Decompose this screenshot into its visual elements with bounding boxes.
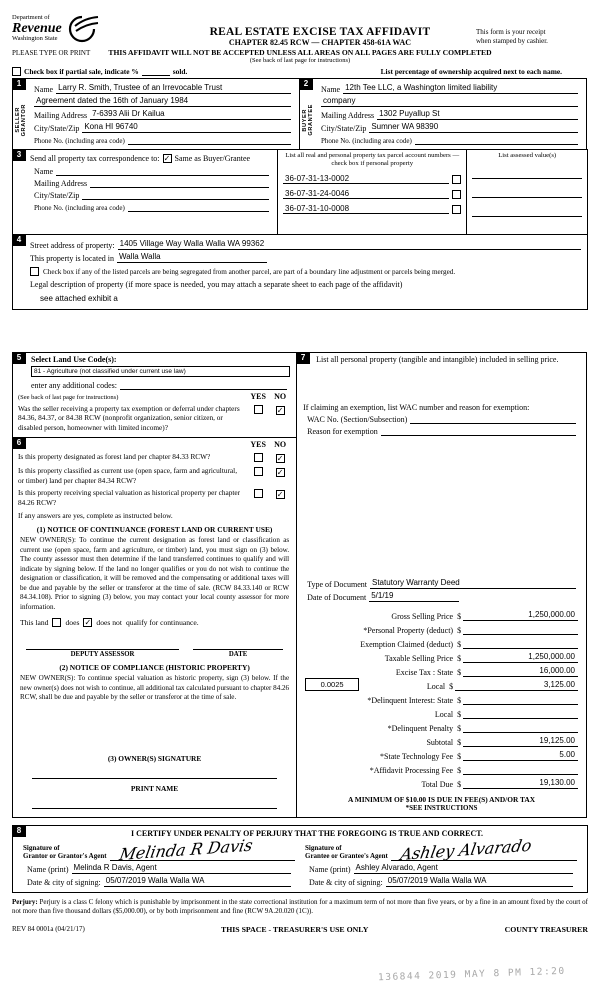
dollar-sign: $	[457, 696, 462, 705]
seller-phone-label: Phone No. (including area code)	[34, 137, 125, 145]
wac-number-label: WAC No. (Section/Subsection)	[307, 415, 408, 425]
located-in-label: This property is located in	[30, 254, 114, 263]
signature-halves	[18, 835, 582, 887]
parcel-number-field[interactable]: 36-07-31-24-0046	[283, 189, 449, 199]
money-row-total-due	[305, 775, 578, 789]
tax-correspondence-section	[12, 149, 588, 235]
land-use-title: Select Land Use Code(s):	[31, 355, 117, 364]
parties-row	[12, 78, 588, 150]
delinquent-interest-local-label: Local	[434, 710, 454, 719]
street-address-label: Street address of property:	[30, 241, 115, 250]
corr-phone-field[interactable]	[128, 202, 269, 212]
seller-mailing-label: Mailing Address	[34, 111, 88, 120]
subtotal-field[interactable]: 19,125.00	[463, 736, 578, 747]
total-due-label: Total Due	[421, 780, 454, 789]
dollar-sign: $	[457, 724, 462, 733]
washington-state-label: Washington State	[12, 35, 58, 43]
money-row-local	[305, 677, 578, 691]
treasurer-space-label: THIS SPACE - TREASURER'S USE ONLY	[221, 925, 369, 935]
buyer-grantee-section	[299, 78, 587, 150]
land-qualify-row	[20, 618, 289, 627]
see-instructions-note: *SEE INSTRUCTIONS	[405, 804, 478, 812]
dollar-sign: $	[457, 668, 462, 677]
buyer-phone-field[interactable]	[415, 135, 578, 145]
receipt-note-line2: when stamped by cashier.	[476, 37, 548, 46]
parcel-personal-checkbox[interactable]	[452, 190, 461, 199]
grantee-signature: Ashley Alvarado	[398, 835, 534, 864]
exemption-question: Was the seller receiving a property tax exemption or deferral under chapters 84.36, 84.37, or 84.38 RCW (nonprofit organization, senior citizen, or disabled person, homeowner with limited income)?	[18, 404, 240, 432]
grantee-agent-label: Grantee or Grantee's Agent	[305, 852, 388, 861]
please-type-label: PLEASE TYPE OR PRINT	[12, 49, 91, 57]
grantor-date-city-label: Date & city of signing:	[27, 878, 101, 887]
yes-label: YES	[250, 440, 266, 450]
local-tax-field[interactable]: 3,125.00	[455, 680, 578, 691]
partial-sale-row	[12, 67, 588, 76]
dollar-sign: $	[457, 780, 462, 789]
perjury-lead: Perjury:	[12, 898, 38, 906]
local-rate-field[interactable]: 0.0025	[305, 678, 359, 691]
rev-number: REV 84 0001a (04/21/17)	[12, 925, 85, 934]
money-row-delinquent-interest-local	[305, 705, 578, 719]
money-row-delinquent-penalty	[305, 719, 578, 733]
taxable-selling-price-field[interactable]: 1,250,000.00	[463, 652, 578, 663]
doc-type-label: Type of Document	[307, 580, 367, 589]
dollar-sign: $	[457, 612, 462, 621]
historic-question-row	[18, 488, 291, 507]
corr-name-field[interactable]	[56, 166, 269, 176]
grantor-name-print-label: Name (print)	[27, 865, 69, 874]
grantee-signature-block	[300, 835, 582, 887]
personal-property-deduct-field[interactable]	[463, 625, 578, 635]
notice-compliance-body: NEW OWNER(S): To continue special valuation as historic property, sign (3) below. If the new owner(s) does not wish to continue, all additional tax calculated pursuant to chapter 84.26 RCW, shall be due and payable by the seller or transferor at the time of sale.	[20, 674, 290, 702]
middle-columns	[12, 352, 588, 818]
notice-continuance-body: NEW OWNER(S): To continue the current designation as forest land or classification as current use (open space, farm and agriculture, or timber) land, you must sign on (3) below. The county assessor must then determine if the land transferred continues to qualify and will indicate by signing below. If the land no longer qualifies or you do not wish to continue the designation or classification, it will be removed and the compensating or additional taxes will be due and payable by the seller or transferor at the time of sale. (RCW 84.33.140 or RCW 84.34.108). Prior to signing (3) below, you may contact your local county assessor for more information.	[20, 536, 290, 611]
tax-computation-section	[296, 352, 587, 818]
dollar-sign: $	[457, 626, 462, 635]
total-due-field[interactable]: 19,130.00	[463, 778, 578, 789]
dollar-sign: $	[457, 654, 462, 663]
state-technology-fee-field[interactable]: 5.00	[463, 750, 578, 761]
affidavit-processing-fee-field[interactable]	[463, 765, 578, 775]
money-row-personal-property	[305, 621, 578, 635]
print-name-label: PRINT NAME	[130, 784, 179, 793]
delinquent-interest-local-field[interactable]	[463, 709, 578, 719]
current-use-question: Is this property classified as current use (open space, farm and agricultural, or timber) land per chapter 84.34 RCW?	[18, 466, 238, 485]
doc-date-field[interactable]: 5/1/19	[369, 591, 459, 602]
buyer-mailing-label: Mailing Address	[321, 111, 375, 120]
assessed-value-field[interactable]	[472, 203, 582, 217]
dor-logo-icon	[65, 14, 99, 44]
section-7-badge: 7	[296, 352, 310, 364]
grantor-agent-label: Grantor or Grantor's Agent	[23, 852, 107, 861]
delinquent-interest-state-field[interactable]	[463, 695, 578, 705]
owner-signature-field[interactable]	[32, 766, 277, 779]
no-label: NO	[274, 440, 287, 450]
section-2-badge: 2	[299, 78, 313, 90]
buyer-phone-label: Phone No. (including area code)	[321, 137, 412, 145]
corr-name-label: Name	[34, 167, 54, 176]
tax-computation-block	[303, 576, 580, 812]
no-label: NO	[274, 392, 287, 401]
section-3-badge: 3	[12, 149, 26, 161]
located-in-field[interactable]: Walla Walla	[117, 252, 267, 263]
subheader	[12, 48, 588, 64]
grantor-signature: Melinda R Davis	[117, 835, 254, 864]
exemption-reason-label: Reason for exemption	[307, 427, 378, 437]
form-title: REAL ESTATE EXCISE TAX AFFIDAVIT	[209, 26, 431, 38]
seller-phone-field[interactable]	[128, 135, 291, 145]
legal-description-label: Legal description of property (if more space is needed, you may attach a separate sheet to each page of the affidavit)	[30, 280, 403, 289]
additional-codes-field[interactable]	[120, 380, 287, 390]
grantee-signature-of-label: Signature of	[305, 843, 342, 852]
dor-logo-text	[12, 15, 62, 43]
historic-no-checkbox[interactable]: ✓	[276, 490, 284, 500]
parcel-header: List all real and personal property tax parcel account numbers — check box if personal property	[285, 152, 460, 168]
money-row-subtotal	[305, 733, 578, 747]
seller-mailing-field[interactable]: 7-6393 Alii Dr Kailua	[90, 109, 291, 120]
buyer-city-field[interactable]: Sumner WA 98390	[369, 122, 578, 133]
money-row-processing-fee	[305, 761, 578, 775]
correspondence-fields	[13, 150, 277, 234]
section-8-badge: 8	[12, 825, 26, 837]
money-row-gross	[305, 607, 578, 621]
historic-question: Is this property receiving special valuation as historical property per chapter 84.26 RCW?	[18, 488, 241, 507]
this-land-label: This land	[20, 618, 49, 628]
money-row-excise-state	[305, 663, 578, 677]
land-classification-section	[12, 437, 297, 818]
if-yes-instruction: If any answers are yes, complete as instructed below.	[18, 511, 173, 521]
grantor-signature-field[interactable]	[110, 835, 295, 864]
form-header	[12, 8, 588, 47]
current-use-yes-checkbox[interactable]	[254, 467, 263, 476]
grantee-date-city-label: Date & city of signing:	[309, 878, 383, 887]
qualify-label: qualify for continuance.	[125, 618, 199, 628]
grantor-date-city-field[interactable]: 05/07/2019 Walla Walla WA	[104, 876, 291, 887]
grantee-name-print-field[interactable]: Ashley Alvarado, Agent	[354, 863, 573, 874]
assessed-value-field[interactable]	[472, 165, 582, 179]
see-back-note-s5: (See back of last page for instructions)	[18, 394, 119, 401]
gross-selling-price-label: Gross Selling Price	[391, 612, 454, 621]
affidavit-processing-fee-label: *Affidavit Processing Fee	[369, 766, 454, 775]
grantee-signature-field[interactable]	[391, 835, 577, 864]
seller-name-field[interactable]: Larry R. Smith, Trustee of an Irrevocable Trust	[56, 83, 291, 94]
seller-city-field[interactable]: Kona HI 96740	[82, 122, 291, 133]
deputy-assessor-signature-field[interactable]	[26, 639, 179, 650]
exemption-no-checkbox[interactable]: ✓	[276, 406, 284, 415]
owner-print-name-field[interactable]	[32, 796, 277, 809]
property-address-section	[12, 234, 588, 310]
assessed-values-header: List assessed value(s)	[498, 152, 557, 159]
personal-property-blank-area[interactable]	[303, 365, 580, 401]
receipt-note	[476, 8, 588, 47]
perjury-notice	[12, 898, 588, 916]
same-as-buyer-label: Same as Buyer/Grantee	[174, 154, 251, 163]
perjury-body: Perjury is a class C felony which is punishable by imprisonment in the state correctional institution for a maximum term of not more than five years, or by a fine in an amount fixed by the court of not more than five thousand dollars ($5,000.00), or by both imprisonment and fine (RCW 9A.20.020 (1C)).	[12, 898, 588, 916]
parcel-row	[283, 174, 461, 184]
owner-signature-block	[18, 749, 291, 811]
partial-sale-label: Check box if partial sale, indicate %	[24, 67, 139, 76]
segregated-label: Check box if any of the listed parcels are being segregated from another parcel, are part of a boundary line adjustment or parcels being merged.	[43, 267, 456, 276]
deputy-assessor-date-field[interactable]	[193, 639, 283, 650]
grantee-name-print-label: Name (print)	[309, 865, 351, 874]
current-use-question-row	[18, 466, 291, 485]
buyer-name-field[interactable]: 12th Tee LLC, a Washington limited liability	[343, 83, 578, 94]
buyer-name-label: Name	[321, 85, 341, 94]
forest-land-question-row	[18, 452, 291, 463]
revenue-label: Revenue	[12, 20, 62, 36]
assessed-value-field[interactable]	[472, 184, 582, 198]
street-address-field[interactable]: 1405 Village Way Walla Walla WA 99362	[118, 239, 581, 250]
exemption-question-row	[18, 404, 291, 432]
doc-date-label: Date of Document	[307, 593, 367, 602]
section-6-badge: 6	[12, 437, 26, 449]
money-row-taxable	[305, 649, 578, 663]
parcel-row	[283, 189, 461, 199]
exemption-claim-label: If claiming an exemption, list WAC number and reason for exemption:	[303, 403, 530, 413]
personal-property-label: List all personal property (tangible and intangible) included in selling price.	[316, 355, 559, 364]
receipt-note-line1: This form is your receipt	[476, 28, 546, 36]
dor-logo	[12, 8, 164, 44]
yes-no-header	[247, 392, 291, 401]
dollar-sign: $	[457, 738, 462, 747]
dollar-sign: $	[449, 682, 454, 691]
grantee-label: GRANTEE	[307, 104, 314, 136]
doc-type-field[interactable]: Statutory Warranty Deed	[370, 578, 576, 589]
grantor-signature-of-label: Signature of	[23, 843, 60, 852]
deputy-assessor-label: DEPUTY ASSESSOR	[70, 651, 135, 659]
yes-no-header	[18, 440, 291, 449]
date-label: DATE	[228, 651, 248, 659]
taxable-selling-price-label: Taxable Selling Price	[384, 654, 454, 663]
excise-tax-state-field[interactable]: 16,000.00	[463, 666, 578, 677]
corr-mailing-field[interactable]	[90, 178, 269, 188]
notice-continuance-title: (1) NOTICE OF CONTINUANCE (FOREST LAND OR CURRENT USE)	[36, 525, 273, 535]
minimum-due-note: A MINIMUM OF $10.00 IS DUE IN FEE(S) AND/OR TAX	[347, 795, 536, 804]
state-technology-fee-label: *State Technology Fee	[380, 752, 454, 761]
parcel-number-field[interactable]: 36-07-31-13-0002	[283, 174, 449, 184]
corr-mailing-label: Mailing Address	[34, 179, 88, 188]
yes-label: YES	[250, 392, 266, 401]
personal-property-deduct-label: *Personal Property (deduct)	[363, 626, 454, 635]
grantor-label: GRANTOR	[20, 103, 27, 137]
buyer-name-field-line2[interactable]: company	[321, 96, 578, 107]
seller-city-label: City/State/Zip	[34, 124, 80, 133]
county-treasurer-label: COUNTY TREASURER	[504, 925, 588, 935]
certify-statement: I CERTIFY UNDER PENALTY OF PERJURY THAT THE FOREGOING IS TRUE AND CORRECT.	[130, 829, 483, 838]
section-5-badge: 5	[12, 352, 26, 364]
legal-description-field[interactable]: see attached exhibit a	[40, 294, 118, 303]
notice-compliance-title: (2) NOTICE OF COMPLIANCE (HISTORIC PROPERTY)	[59, 663, 250, 673]
page-footer	[12, 925, 588, 934]
does-not-label: does not	[96, 618, 122, 628]
forest-yes-checkbox[interactable]	[254, 453, 263, 462]
section-1-badge: 1	[12, 78, 26, 90]
wac-number-field[interactable]	[410, 414, 576, 424]
exemption-claimed-label: Exemption Claimed (deduct)	[360, 640, 454, 649]
cashier-receipt-stamp: 136844 2019 MAY 8 PM 12:20	[378, 965, 567, 984]
land-does-not-checkbox[interactable]: ✓	[84, 618, 92, 628]
send-correspondence-label: Send all property tax correspondence to:	[30, 154, 160, 163]
dollar-sign: $	[457, 766, 462, 775]
parcel-number-field[interactable]: 36-07-31-10-0008	[283, 204, 449, 214]
corr-phone-label: Phone No. (including area code)	[34, 204, 125, 212]
buyer-label: BUYER	[301, 108, 308, 132]
buyer-city-label: City/State/Zip	[321, 124, 367, 133]
dollar-sign: $	[457, 752, 462, 761]
does-label: does	[65, 618, 80, 628]
land-use-section	[12, 352, 297, 438]
title-block	[164, 8, 476, 47]
see-back-note: (See back of last page for instructions)	[249, 57, 351, 64]
land-use-code-field[interactable]: 81 - Agriculture (not classified under current use law)	[31, 366, 290, 377]
seller-name-label: Name	[34, 85, 54, 94]
owners-signature-label: (3) OWNER(S) SIGNATURE	[107, 754, 202, 763]
partial-sale-percent-field[interactable]	[142, 68, 170, 76]
exemption-claimed-field[interactable]	[463, 639, 578, 649]
parcel-row	[283, 204, 461, 214]
gross-selling-price-field[interactable]: 1,250,000.00	[463, 610, 578, 621]
deputy-assessor-row	[26, 639, 283, 658]
grantee-date-city-field[interactable]: 05/07/2019 Walla Walla WA	[386, 876, 573, 887]
additional-codes-label: enter any additional codes:	[31, 381, 117, 390]
delinquent-interest-state-label: *Delinquent Interest: State	[367, 696, 454, 705]
delinquent-penalty-field[interactable]	[463, 723, 578, 733]
historic-yes-checkbox[interactable]	[254, 489, 263, 498]
buyer-grantee-side-label	[300, 92, 315, 148]
forest-land-question: Is this property designated as forest land per chapter 84.33 RCW?	[18, 452, 211, 462]
parcel-numbers-column	[277, 150, 466, 234]
sold-label: sold.	[172, 67, 188, 76]
same-as-buyer-checkbox[interactable]: ✓	[163, 154, 171, 163]
seller-name-field-line2[interactable]: Agreement dated the 16th of January 1984	[34, 96, 291, 107]
assessed-values-column	[466, 150, 587, 234]
exemption-yes-checkbox[interactable]	[254, 405, 263, 414]
money-row-technology-fee	[305, 747, 578, 761]
dollar-sign: $	[457, 640, 462, 649]
subtotal-label: Subtotal	[426, 738, 454, 747]
money-row-delinquent-interest-state	[305, 691, 578, 705]
forest-no-checkbox[interactable]: ✓	[276, 454, 284, 464]
ownership-note: List percentage of ownership acquired next to each name.	[380, 67, 562, 76]
corr-city-label: City/State/Zip	[34, 191, 80, 200]
seller-grantor-section	[12, 78, 300, 150]
corr-city-field[interactable]	[82, 190, 269, 200]
money-row-exemption	[305, 635, 578, 649]
seller-label: SELLER	[14, 107, 21, 133]
grantor-signature-block	[18, 835, 300, 887]
parcel-personal-checkbox[interactable]	[452, 205, 461, 214]
local-tax-label: Local	[426, 682, 446, 691]
dept-of-label: Department of	[12, 13, 50, 21]
dollar-sign: $	[457, 710, 462, 719]
current-use-no-checkbox[interactable]: ✓	[276, 468, 284, 478]
warning-text: THIS AFFIDAVIT WILL NOT BE ACCEPTED UNLESS ALL AREAS ON ALL PAGES ARE FULLY COMPLETED	[108, 48, 492, 57]
section-4-badge: 4	[12, 234, 26, 246]
exemption-reason-field[interactable]	[381, 426, 576, 436]
chapter-line: CHAPTER 82.45 RCW — CHAPTER 458-61A WAC	[228, 38, 412, 47]
segregated-checkbox[interactable]	[30, 267, 39, 276]
certification-section	[12, 825, 588, 893]
excise-tax-state-label: Excise Tax : State	[395, 668, 454, 677]
buyer-mailing-field[interactable]: 1302 Puyallup St	[377, 109, 578, 120]
delinquent-penalty-label: *Delinquent Penalty	[387, 724, 454, 733]
partial-sale-checkbox[interactable]	[12, 67, 21, 76]
land-does-checkbox[interactable]	[52, 618, 61, 627]
left-column	[12, 352, 297, 818]
seller-grantor-side-label	[13, 92, 28, 148]
grantor-name-print-field[interactable]: Melinda R Davis, Agent	[72, 863, 291, 874]
parcel-personal-checkbox[interactable]	[452, 175, 461, 184]
